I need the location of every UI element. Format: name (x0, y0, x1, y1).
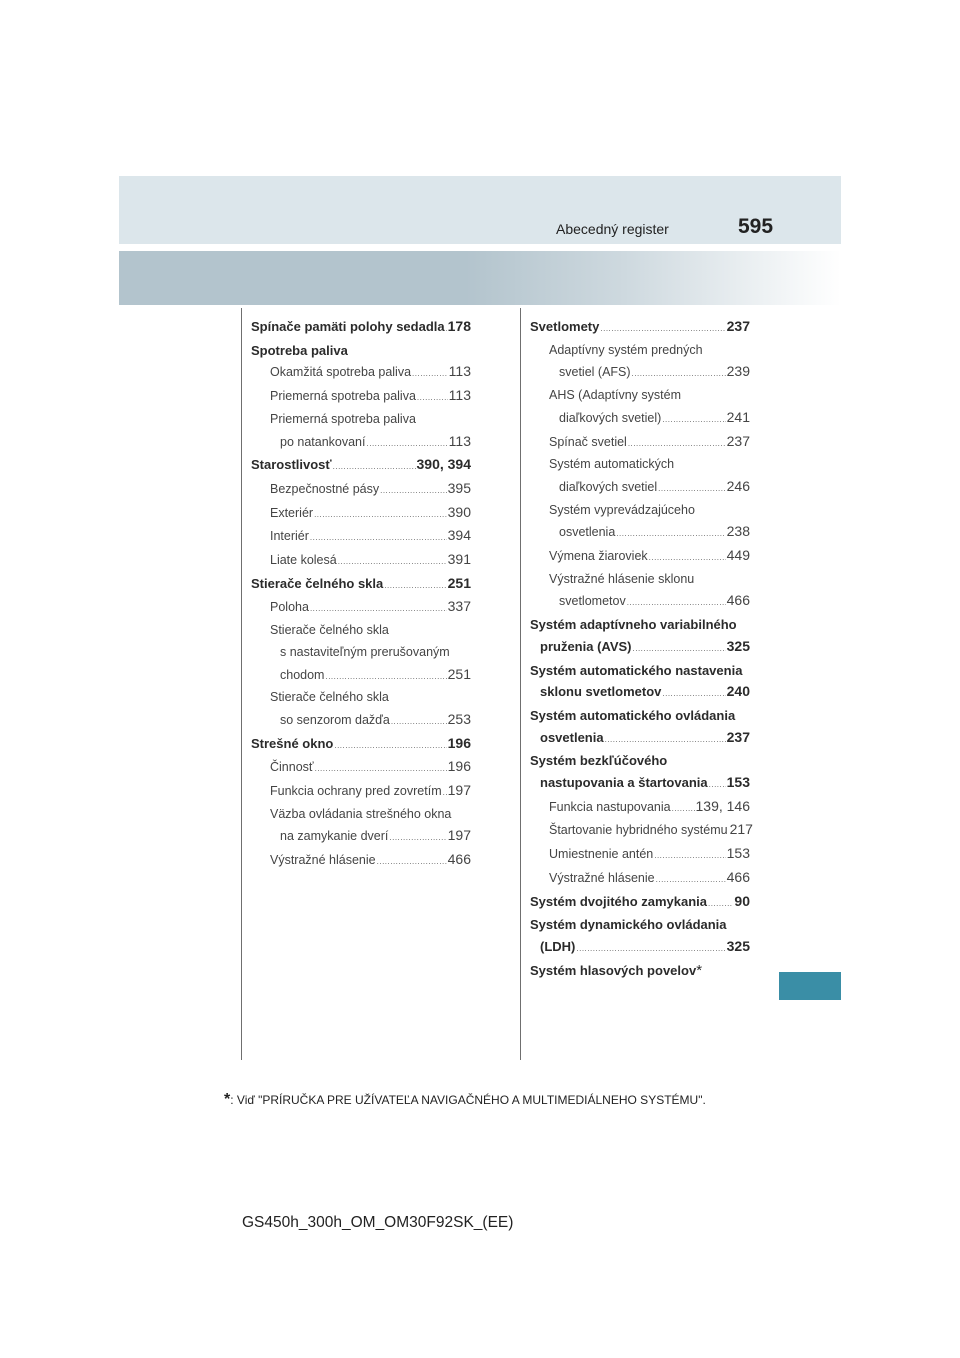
dot-leader (627, 592, 726, 614)
index-entry (530, 796, 750, 820)
index-entry-term: Spotreba paliva (251, 342, 348, 358)
dot-leader (632, 363, 726, 385)
page-title: Abecedný register (556, 221, 669, 237)
dot-leader (310, 598, 447, 620)
index-entry (530, 819, 753, 843)
index-entry-term: sklonu svetlometov (540, 684, 662, 700)
index-entry (251, 849, 471, 873)
dot-leader (334, 735, 446, 757)
document-code: GS450h_300h_OM_OM30F92SK_(EE) (242, 1214, 514, 1231)
index-entry-term: svetlometov (559, 594, 626, 609)
index-entry-term: Činnosť (270, 760, 314, 775)
index-entry-page: 241 (726, 408, 750, 425)
dot-leader (384, 575, 446, 597)
header-bar (119, 176, 841, 244)
index-entry-page: 197 (447, 782, 471, 799)
footnote (224, 1091, 706, 1109)
index-entry-page: 390, 394 (416, 456, 471, 473)
index-entry (530, 867, 750, 891)
index-entry (251, 316, 471, 340)
dot-leader (333, 456, 416, 478)
index-entry (251, 478, 471, 502)
section-tab-marker (779, 972, 841, 1000)
index-entry-term: nastupovania a štartovania (540, 775, 708, 791)
index-entry-page: 251 (447, 574, 471, 591)
index-entry (251, 385, 471, 409)
index-entry-page: 239 (726, 363, 750, 380)
index-entry (530, 843, 750, 867)
index-entry-page: 391 (447, 551, 471, 568)
index-entry-term: po natankovaní (280, 434, 366, 449)
index-entry-term: Svetlomety (530, 319, 600, 334)
index-entry-term: Priemerná spotreba paliva (270, 389, 416, 404)
index-entry-term: Štartovanie hybridného systému (549, 823, 728, 838)
index-entry-page: 253 (447, 710, 471, 727)
index-entry (530, 340, 750, 362)
index-entry-page: 238 (726, 523, 750, 540)
index-entry-term: Výstražné hlásenie (270, 853, 376, 868)
index-entry (530, 361, 750, 385)
index-entry-page: 466 (447, 851, 471, 868)
dot-leader (338, 551, 447, 573)
dot-leader (654, 845, 725, 867)
index-entry-term: Spínače pamäti polohy sedadla (251, 319, 445, 334)
index-entry-page: 394 (447, 527, 471, 544)
index-entry-term: Stierače čelného skla (270, 623, 389, 638)
index-entry-term: Bezpečnostné pásy (270, 481, 380, 496)
index-entry (530, 660, 750, 682)
index-entry (530, 545, 750, 569)
index-entry (530, 681, 750, 705)
dot-leader (616, 523, 725, 545)
index-entry-page: 240 (726, 683, 750, 700)
index-entry (251, 549, 471, 573)
dot-leader (391, 711, 447, 733)
index-entry-page: 153 (726, 845, 750, 862)
index-entry (251, 825, 471, 849)
dot-leader (656, 869, 726, 891)
index-entry-term: (LDH) (540, 938, 576, 954)
dot-leader (310, 527, 447, 549)
index-entry (530, 431, 750, 455)
index-entry-term: Systém bezkľúčového (530, 753, 668, 769)
index-entry-term: Výstražné hlásenie (549, 870, 655, 885)
index-entry (530, 569, 750, 591)
index-entry-page: 113 (448, 387, 471, 404)
index-entry (251, 431, 471, 455)
index-entry (530, 936, 750, 960)
index-entry-term: Spínač svetiel (549, 434, 627, 449)
index-entry-term: Poloha (270, 600, 309, 615)
dot-leader (380, 480, 447, 502)
index-entry (530, 750, 750, 772)
index-entry-term: Adaptívny systém predných (549, 342, 703, 357)
dot-leader (605, 729, 726, 751)
index-entry-page: 395 (447, 479, 471, 496)
index-entry-term: Väzba ovládania strešného okna (270, 806, 452, 821)
index-entry (530, 500, 750, 522)
index-entry (251, 573, 471, 597)
index-entry-term: svetiel (AFS) (559, 365, 631, 380)
index-entry (251, 780, 471, 804)
footnote-text: : Viď "PRÍRUČKA PRE UŽÍVATEĽA NAVIGAČNÉHO A MULTIMEDIÁLNEHO SYSTÉMU". (230, 1093, 706, 1107)
index-entry-term: s nastaviteľným prerušovaným (280, 644, 450, 659)
index-entry-term: Exteriér (270, 505, 314, 520)
index-entry (251, 340, 471, 362)
dot-leader (314, 504, 447, 526)
left-column-divider (241, 308, 242, 1060)
center-column-divider (520, 308, 521, 1060)
index-entry-page: 390 (447, 503, 471, 520)
index-entry-page: 466 (726, 868, 750, 885)
index-entry-term: Systém dynamického ovládania (530, 917, 727, 933)
index-entry-term: Priemerná spotreba paliva (270, 411, 416, 426)
index-entry-term: Systém adaptívneho variabilného (530, 617, 737, 633)
index-entry-term: Výmena žiaroviek (549, 549, 648, 564)
index-entry-term: so senzorom dažďa (280, 712, 390, 727)
index-entry-page: 325 (726, 637, 750, 654)
index-entry-page: 217 (729, 821, 753, 838)
index-entry-term: Interiér (270, 529, 309, 544)
dot-leader (412, 363, 448, 385)
index-entry-term: Výstražné hlásenie sklonu (549, 571, 695, 586)
index-entry (251, 596, 471, 620)
index-entry (530, 476, 750, 500)
index-entry-page: 153 (726, 774, 750, 791)
index-entry (530, 521, 750, 545)
index-entry-term: Systém hlasových povelov (530, 962, 697, 978)
dot-leader (315, 758, 447, 780)
index-entry-page: 113 (448, 363, 471, 380)
dot-leader (662, 409, 725, 431)
dot-leader (325, 666, 446, 688)
section-band (119, 251, 841, 305)
index-entry-page: 196 (447, 734, 471, 751)
index-entry-term: pruženia (AVS) (540, 638, 632, 654)
index-entry-page: 449 (726, 547, 750, 564)
index-column-left (251, 316, 471, 873)
dot-leader (446, 318, 447, 340)
index-entry (251, 361, 471, 385)
dot-leader (649, 547, 726, 569)
index-entry: Systém hlasových povelov * (530, 960, 750, 982)
index-entry (530, 636, 750, 660)
index-entry-page: 237 (726, 728, 750, 745)
index-entry-term: Starostlivosť (251, 457, 332, 473)
dot-leader (576, 938, 725, 960)
index-entry-term: Systém automatického nastavenia (530, 662, 743, 678)
index-entry (251, 620, 471, 642)
dot-leader (417, 387, 448, 409)
index-entry-term: Stierače čelného skla (251, 575, 384, 591)
index-column-right (530, 316, 753, 981)
index-entry (251, 642, 471, 664)
index-entry (530, 590, 750, 614)
index-entry-term: Systém automatických (549, 457, 675, 472)
index-entry (251, 733, 471, 757)
index-entry-page: 178 (447, 318, 471, 334)
index-entry-term: Umiestnenie antén (549, 847, 654, 862)
dot-leader (708, 893, 733, 915)
index-entry (251, 454, 471, 478)
index-entry (530, 407, 750, 431)
index-entry-page: 90 (734, 892, 750, 909)
index-entry (251, 409, 471, 431)
index-entry-page: 197 (447, 827, 471, 844)
index-entry-term: Stierače čelného skla (270, 690, 389, 705)
dot-leader (443, 782, 447, 804)
index-entry-term: diaľkových svetiel (559, 479, 658, 494)
dot-leader (628, 433, 726, 455)
index-entry-page: 337 (447, 598, 471, 615)
index-entry-page: 237 (726, 318, 750, 334)
index-entry (530, 614, 750, 636)
index-entry-term: Systém dvojitého zamykania (530, 893, 708, 909)
index-entry (251, 709, 471, 733)
index-entry-term: diaľkových svetiel) (559, 410, 662, 425)
dot-leader (600, 318, 725, 340)
index-entry (251, 502, 471, 526)
index-entry-term: osvetlenia (559, 525, 616, 540)
index-entry (530, 705, 750, 727)
index-entry (530, 385, 750, 407)
index-entry-term: Funkcia ochrany pred zovretím (270, 784, 442, 799)
index-entry-term: Strešné okno (251, 735, 334, 751)
index-entry (251, 687, 471, 709)
index-entry (530, 454, 750, 476)
dot-leader (672, 798, 695, 820)
dot-leader (389, 827, 446, 849)
index-entry-term: na zamykanie dverí (280, 829, 389, 844)
index-entry (530, 772, 750, 796)
index-entry-page: 251 (447, 665, 471, 682)
index-entry (251, 525, 471, 549)
dot-leader (377, 851, 447, 873)
index-entry-term: Systém vyprevádzajúceho (549, 502, 695, 517)
index-entry-term: chodom (280, 667, 325, 682)
index-entry-term: Systém automatického ovládania (530, 707, 736, 723)
index-entry (251, 664, 471, 688)
index-entry (530, 727, 750, 751)
index-entry-page: 237 (726, 432, 750, 449)
index-entry-page: 196 (447, 758, 471, 775)
dot-leader (709, 774, 726, 796)
page-number: 595 (738, 215, 774, 238)
dot-leader (658, 478, 726, 500)
index-entry-page: 139, 146 (695, 797, 750, 814)
index-entry-term: Liate kolesá (270, 553, 337, 568)
index-entry (530, 891, 750, 915)
index-entry (251, 756, 471, 780)
dot-leader (367, 433, 448, 455)
index-entry (530, 316, 750, 340)
dot-leader (633, 638, 726, 660)
index-entry (530, 914, 750, 936)
index-entry-term: AHS (Adaptívny systém (549, 388, 681, 403)
index-entry-page: 246 (726, 477, 750, 494)
index-entry-term: osvetlenia (540, 729, 604, 745)
index-entry-term: Funkcia nastupovania (549, 799, 671, 814)
footnote-star: * (224, 1091, 231, 1108)
dot-leader (662, 683, 725, 705)
index-entry (251, 804, 471, 826)
index-entry-page: 466 (726, 592, 750, 609)
index-entry-page: 113 (448, 432, 471, 449)
index-entry-page: 325 (726, 937, 750, 954)
index-entry-term: Okamžitá spotreba paliva (270, 365, 412, 380)
